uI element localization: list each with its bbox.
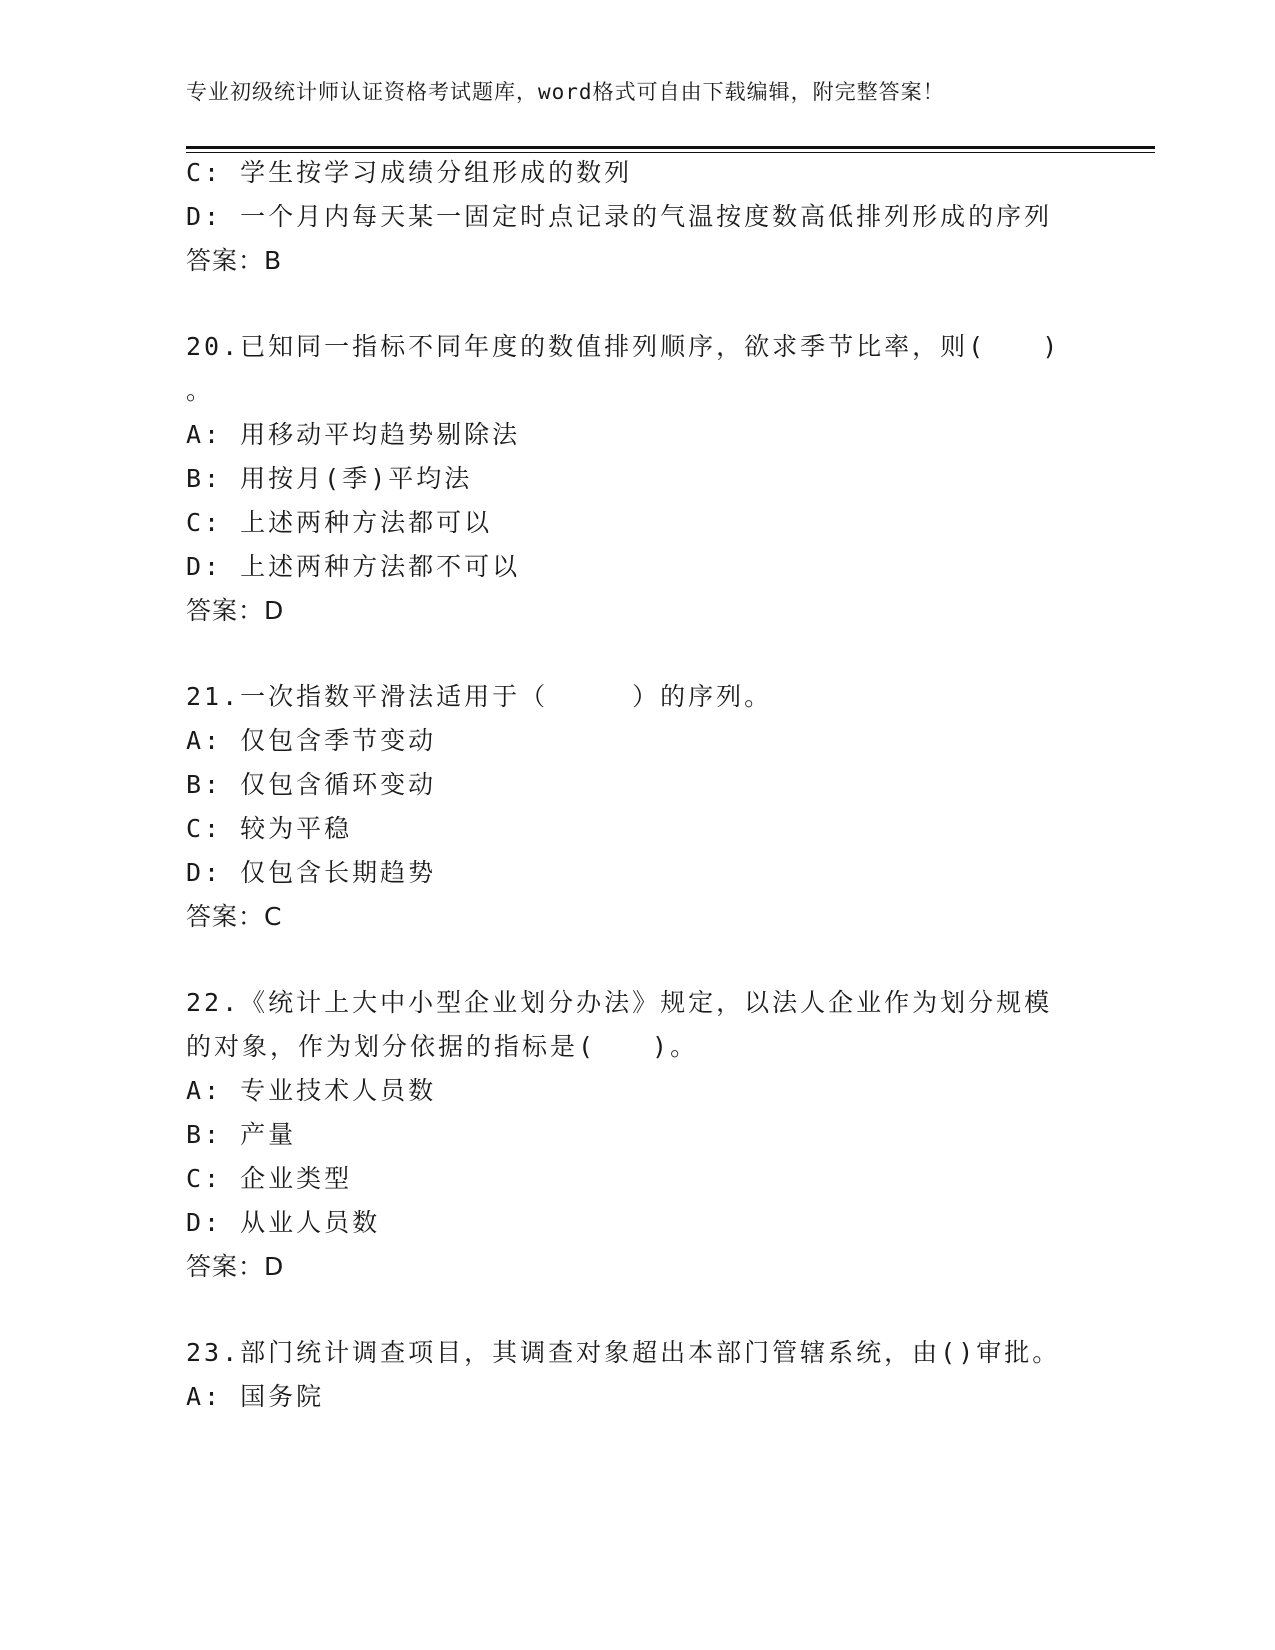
- q20-option-a: A: 用移动平均趋势剔除法: [186, 420, 521, 449]
- q21-option-b: B: 仅包含循环变动: [186, 770, 437, 799]
- q19-option-c: C: 学生按学习成绩分组形成的数列: [186, 158, 633, 187]
- q22-stem-line2: 的对象，作为划分依据的指标是( )。: [186, 1032, 699, 1061]
- q21-answer: 答案：C: [186, 902, 283, 931]
- q22-stem-line1: 22.《统计上大中小型企业划分办法》规定，以法人企业作为划分规模: [186, 988, 1053, 1017]
- q22-answer: 答案：D: [186, 1252, 285, 1281]
- header-rule-thick: [186, 146, 1155, 149]
- q20-stem-line2: 。: [186, 376, 215, 405]
- q19-answer: 答案：B: [186, 246, 283, 275]
- q23-stem-line1: 23.部门统计调查项目，其调查对象超出本部门管辖系统，由()审批。: [186, 1338, 1061, 1367]
- page-header: 专业初级统计师认证资格考试题库，word格式可自由下载编辑，附完整答案！: [186, 80, 945, 104]
- q19-option-d: D: 一个月内每天某一固定时点记录的气温按度数高低排列形成的序列: [186, 202, 1053, 231]
- q20-answer: 答案：D: [186, 596, 285, 625]
- q20-option-d: D: 上述两种方法都不可以: [186, 552, 521, 581]
- q21-option-d: D: 仅包含长期趋势: [186, 858, 437, 887]
- q22-option-d: D: 从业人员数: [186, 1208, 381, 1237]
- header-rule-thin: [186, 152, 1155, 153]
- q22-option-b: B: 产量: [186, 1120, 297, 1149]
- q21-option-c: C: 较为平稳: [186, 814, 353, 843]
- q23-option-a: A: 国务院: [186, 1382, 325, 1411]
- q22-option-c: C: 企业类型: [186, 1164, 353, 1193]
- q20-option-b: B: 用按月(季)平均法: [186, 464, 473, 493]
- q21-option-a: A: 仅包含季节变动: [186, 726, 437, 755]
- q22-option-a: A: 专业技术人员数: [186, 1076, 437, 1105]
- q20-option-c: C: 上述两种方法都可以: [186, 508, 493, 537]
- q21-stem-line1: 21.一次指数平滑法适用于（ ）的序列。: [186, 682, 773, 711]
- q20-stem-line1: 20.已知同一指标不同年度的数值排列顺序，欲求季节比率，则( ): [186, 332, 1061, 361]
